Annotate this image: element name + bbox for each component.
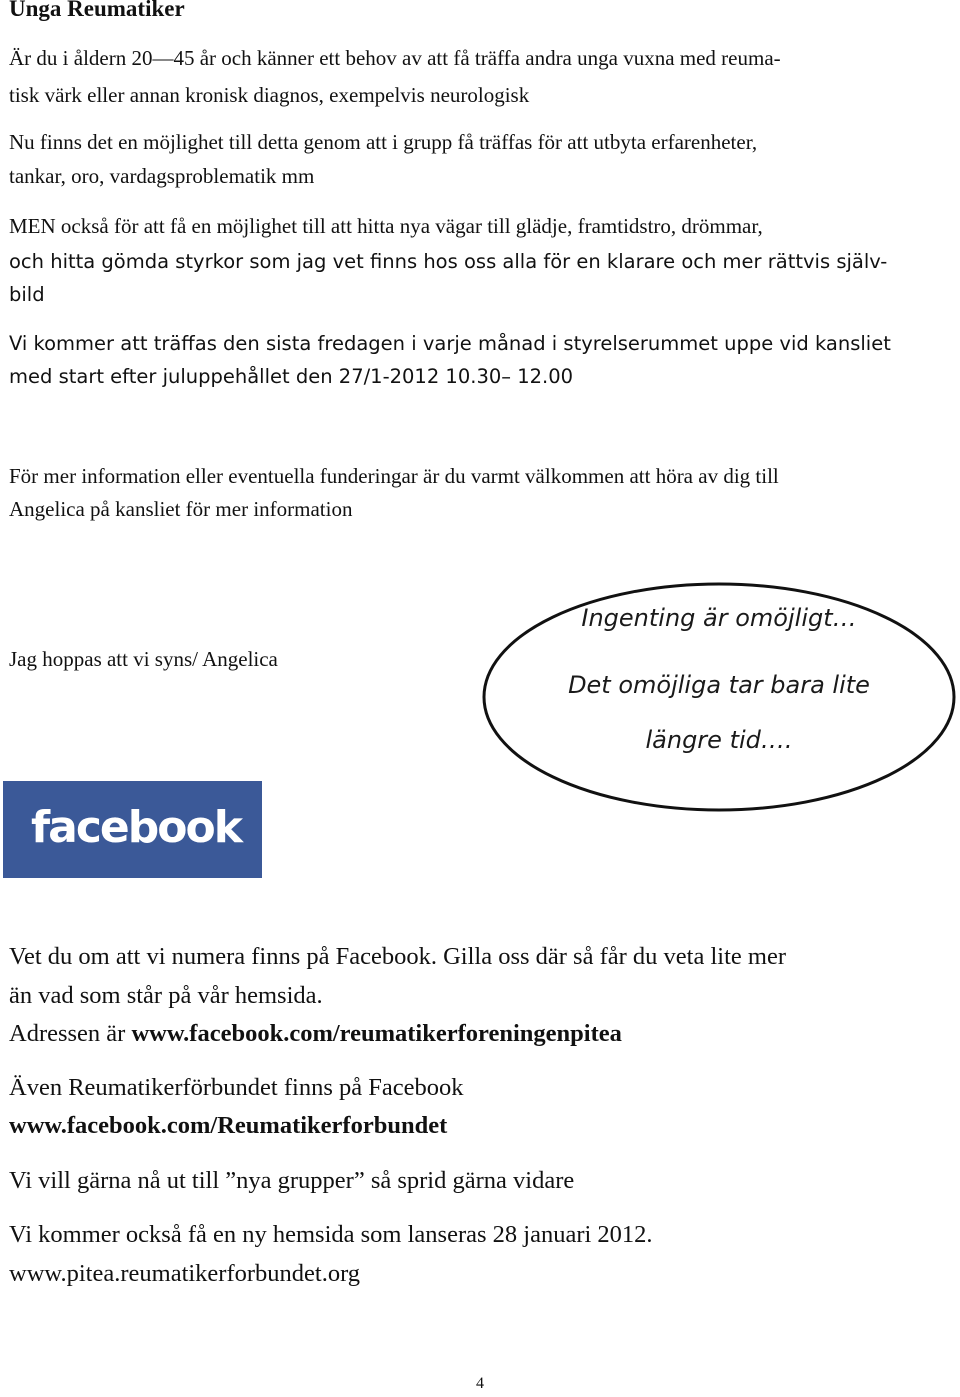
address-prefix: Adressen är [9, 1020, 132, 1047]
rf-facebook-line: Även Reumatikerförbundet finns på Facebook [9, 1074, 464, 1101]
meeting-line-1: Vi kommer att träffas den sista fredagen i varje månad i styrelserummet uppe vid kansliet [9, 332, 891, 355]
facebook-logo [3, 781, 262, 878]
facebook-address-link[interactable]: www.facebook.com/reumatikerforeningenpitea [131, 1020, 622, 1047]
info-line-2: Angelica på kansliet för mer information [9, 497, 353, 521]
website-line-1: Vi kommer också få en ny hemsida som lanseras 28 januari 2012. [9, 1221, 653, 1248]
intro-line-2: tisk värk eller annan kronisk diagnos, exempelvis neurologisk [9, 83, 530, 107]
facebook-address [9, 1014, 622, 1053]
meeting-line-2: med start efter juluppehållet den 27/1-2012 10.30– 12.00 [9, 365, 574, 388]
intro-line-1: Är du i åldern 20—45 år och känner ett behov av att få träffa andra unga vuxna med reuma- [9, 46, 781, 70]
men-line-1: MEN också för att få en möjlighet till att hitta nya vägar till glädje, framtidstro, drömmar, [9, 214, 763, 238]
facebook-line-1: Vet du om att vi numera finns på Facebook. Gilla oss där så får du veta lite mer [9, 943, 786, 970]
page-title: Unga Reumatiker [9, 0, 185, 21]
quote-line-2: Det omöjliga tar bara lite [568, 671, 870, 699]
rf-facebook-link[interactable]: www.facebook.com/Reumatikerforbundet [9, 1112, 448, 1139]
spread-text: Vi vill gärna nå ut till ”nya grupper” så sprid gärna vidare [9, 1167, 575, 1194]
facebook-line-2: än vad som står på vår hemsida. [9, 982, 323, 1009]
info-line-1: För mer information eller eventuella funderingar är du varmt välkommen att höra av dig till [9, 464, 779, 488]
quote-line-3: längre tid…. [645, 726, 793, 754]
facebook-logo-wordmark: facebook [31, 802, 241, 853]
signoff-text: Jag hoppas att vi syns/ Angelica [9, 647, 278, 671]
website-link[interactable]: www.pitea.reumatikerforbundet.org [9, 1260, 361, 1287]
group-line-2: tankar, oro, vardagsproblematik mm [9, 164, 315, 188]
quote-line-1: Ingenting är omöjligt… [581, 604, 857, 632]
quote-bubble [482, 581, 956, 813]
men-line-3: bild [9, 283, 45, 306]
group-line-1: Nu finns det en möjlighet till detta genom att i grupp få träffas för att utbyta erfarenheter, [9, 130, 758, 154]
page-number: 4 [476, 1375, 484, 1392]
men-line-2: och hitta gömda styrkor som jag vet finns hos oss alla för en klarare och mer rättvis själv- [9, 250, 888, 273]
